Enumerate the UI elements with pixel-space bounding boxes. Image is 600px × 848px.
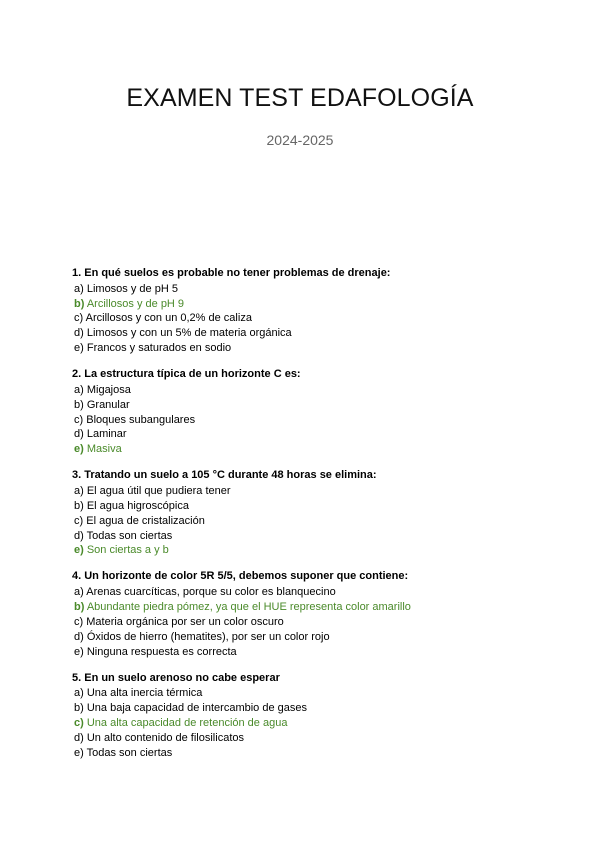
option-text: Arenas cuarcíticas, porque su color es blanquecino (86, 585, 336, 598)
option-text: Francos y saturados en sodio (86, 342, 232, 355)
question-text: 5. En un suelo arenoso no cabe esperar (72, 671, 280, 684)
answer-option-correct (72, 716, 532, 731)
option-text: Todas son ciertas (86, 529, 173, 542)
option-letter: a) (74, 282, 84, 295)
option-letter: e) (74, 342, 84, 355)
question-block (72, 266, 532, 356)
option-text: El agua higroscópica (86, 499, 189, 512)
option-text: Bloques subangulares (86, 413, 196, 426)
answer-option (72, 398, 532, 413)
answer-option (72, 427, 532, 442)
answer-option (72, 731, 532, 746)
option-text: Granular (86, 398, 130, 411)
question-text: 1. En qué suelos es probable no tener problemas de drenaje: (72, 267, 391, 279)
answer-option-correct (72, 600, 532, 615)
question-text: 4. Un horizonte de color 5R 5/5, debemos suponer que contiene: (72, 570, 409, 583)
document-subtitle: 2024-2025 (266, 132, 334, 148)
option-text: El agua de cristalización (86, 514, 205, 527)
option-text: Arcillosos y de pH 9 (86, 297, 185, 310)
option-letter: b) (74, 600, 85, 613)
answer-option (72, 383, 532, 398)
option-text: Ninguna respuesta es correcta (86, 645, 237, 658)
answer-option (72, 746, 532, 761)
option-letter: a) (74, 383, 84, 396)
answer-option (72, 585, 532, 600)
option-letter: c) (74, 615, 84, 628)
option-letter: b) (74, 702, 84, 714)
option-text: Todas son ciertas (86, 746, 173, 759)
answer-option (72, 645, 532, 660)
answer-option (72, 529, 532, 544)
answer-option (72, 484, 532, 499)
option-text: Migajosa (86, 383, 131, 396)
option-text: Limosos y con un 5% de materia orgánica (86, 327, 292, 340)
question-text: 2. La estructura típica de un horizonte C es: (72, 368, 301, 381)
option-text: Masiva (86, 443, 122, 456)
option-letter: e) (74, 443, 84, 456)
question-block (72, 569, 532, 659)
option-letter: d) (74, 529, 84, 542)
option-text: Abundante piedra pómez, ya que el HUE representa color amarillo (86, 600, 411, 613)
option-letter: c) (74, 413, 84, 426)
option-text: El agua útil que pudiera tener (86, 484, 231, 497)
option-text: Materia orgánica por ser un color oscuro (86, 615, 284, 628)
answer-option-correct (72, 543, 532, 558)
option-letter: b) (74, 297, 85, 310)
answer-option (72, 282, 532, 297)
answer-option (72, 341, 532, 356)
option-letter: c) (74, 716, 84, 729)
option-letter: d) (74, 731, 84, 744)
option-letter: c) (74, 514, 84, 527)
document-title: EXAMEN TEST EDAFOLOGÍA (126, 84, 474, 112)
option-letter: a) (74, 687, 84, 700)
option-letter: b) (74, 499, 84, 512)
option-text: Óxidos de hierro (hematites), por ser un color rojo (86, 630, 330, 643)
option-letter: e) (74, 645, 84, 658)
option-text: Un alto contenido de filosilicatos (86, 731, 244, 744)
option-text: Una alta capacidad de retención de agua (86, 716, 288, 729)
question-block (72, 367, 532, 457)
answer-option (72, 326, 532, 341)
option-letter: d) (74, 327, 84, 340)
option-letter: a) (74, 585, 84, 598)
question-block (72, 468, 532, 558)
answer-option-correct (72, 442, 532, 457)
option-letter: e) (74, 544, 84, 557)
option-letter: a) (74, 484, 84, 497)
option-letter: d) (74, 630, 84, 643)
option-letter: d) (74, 428, 84, 441)
answer-option (72, 311, 532, 326)
option-letter: e) (74, 746, 84, 759)
answer-option (72, 701, 532, 716)
answer-option (72, 630, 532, 645)
answer-option (72, 615, 532, 630)
answer-option (72, 686, 532, 701)
answer-option (72, 499, 532, 514)
option-text: Arcillosos y con un 0,2% de caliza (85, 312, 252, 325)
answer-option-correct (72, 297, 532, 312)
question-text: 3. Tratando un suelo a 105 °C durante 48 horas se elimina: (72, 469, 377, 482)
question-list (72, 266, 532, 772)
option-letter: b) (74, 398, 84, 411)
option-letter: c) (74, 312, 84, 325)
answer-option (72, 413, 532, 428)
option-text: Una alta inercia térmica (86, 687, 203, 700)
option-text: Una baja capacidad de intercambio de gases (86, 702, 307, 714)
option-text: Son ciertas a y b (86, 544, 169, 557)
question-block (72, 671, 532, 761)
option-text: Laminar (86, 428, 127, 441)
answer-option (72, 514, 532, 529)
option-text: Limosos y de pH 5 (86, 282, 178, 295)
